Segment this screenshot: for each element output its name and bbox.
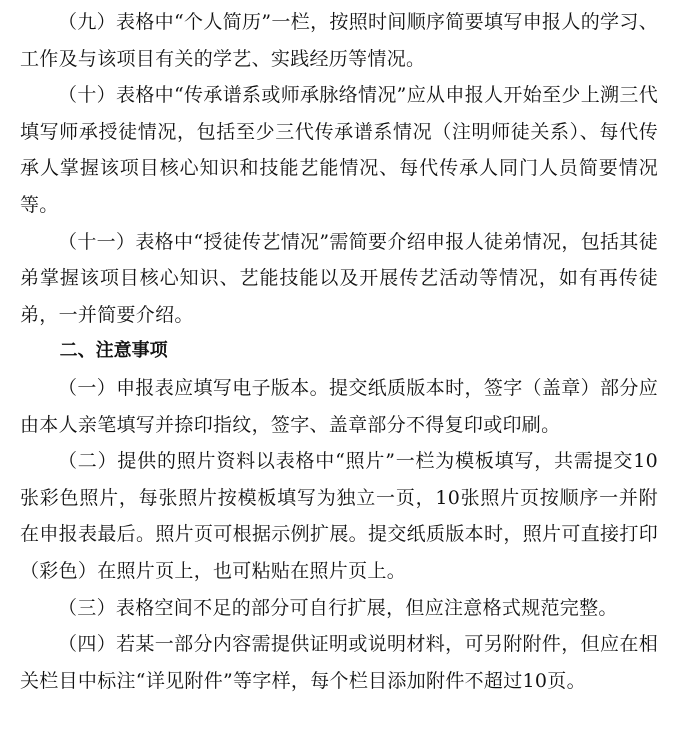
section-heading-notes: 二、注意事项 bbox=[59, 340, 168, 362]
paragraph-item-10: （十）表格中“传承谱系或师承脉络情况”应从申报人开始至少上溯三代填写师承授徒情况，包括至少三代传承谱系情况（注明师徒关系）、每代传承人掌握该项目核心知识和技能艺能情况、每代传承人同门人员简要情况等。 bbox=[20, 84, 658, 216]
paragraph-item-11: （十一）表格中“授徒传艺情况”需简要介绍申报人徒弟情况，包括其徒弟掌握该项目核心知识、艺能技能以及开展传艺活动等情况，如有再传徒弟，一并简要介绍。 bbox=[20, 230, 658, 326]
note-item-3: （三）表格空间不足的部分可自行扩展，但应注意格式规范完整。 bbox=[58, 596, 618, 619]
note-item-4: （四）若某一部分内容需提供证明或说明材料，可另附附件，但应在相关栏目中标注“详见附件”等字样，每个栏目添加附件不超过10页。 bbox=[20, 633, 658, 692]
note-item-1: （一）申报表应填写电子版本。提交纸质版本时，签字（盖章）部分应由本人亲笔填写并捺印指纹，签字、盖章部分不得复印或印刷。 bbox=[20, 376, 658, 436]
document-page bbox=[20, 4, 658, 699]
note-item-2: （二）提供的照片资料以表格中“照片”一栏为模板填写，共需提交10张彩色照片，每张照片按模板填写为独立一页，10张照片页按顺序一并附在申报表最后。照片页可根据示例扩展。提交纸质版本时，照片可直接打印（彩色）在照片页上，也可粘贴在照片页上。 bbox=[20, 450, 658, 582]
paragraph-item-9: （九）表格中“个人简历”一栏，按照时间顺序简要填写申报人的学习、工作及与该项目有关的学艺、实践经历等情况。 bbox=[20, 11, 658, 70]
